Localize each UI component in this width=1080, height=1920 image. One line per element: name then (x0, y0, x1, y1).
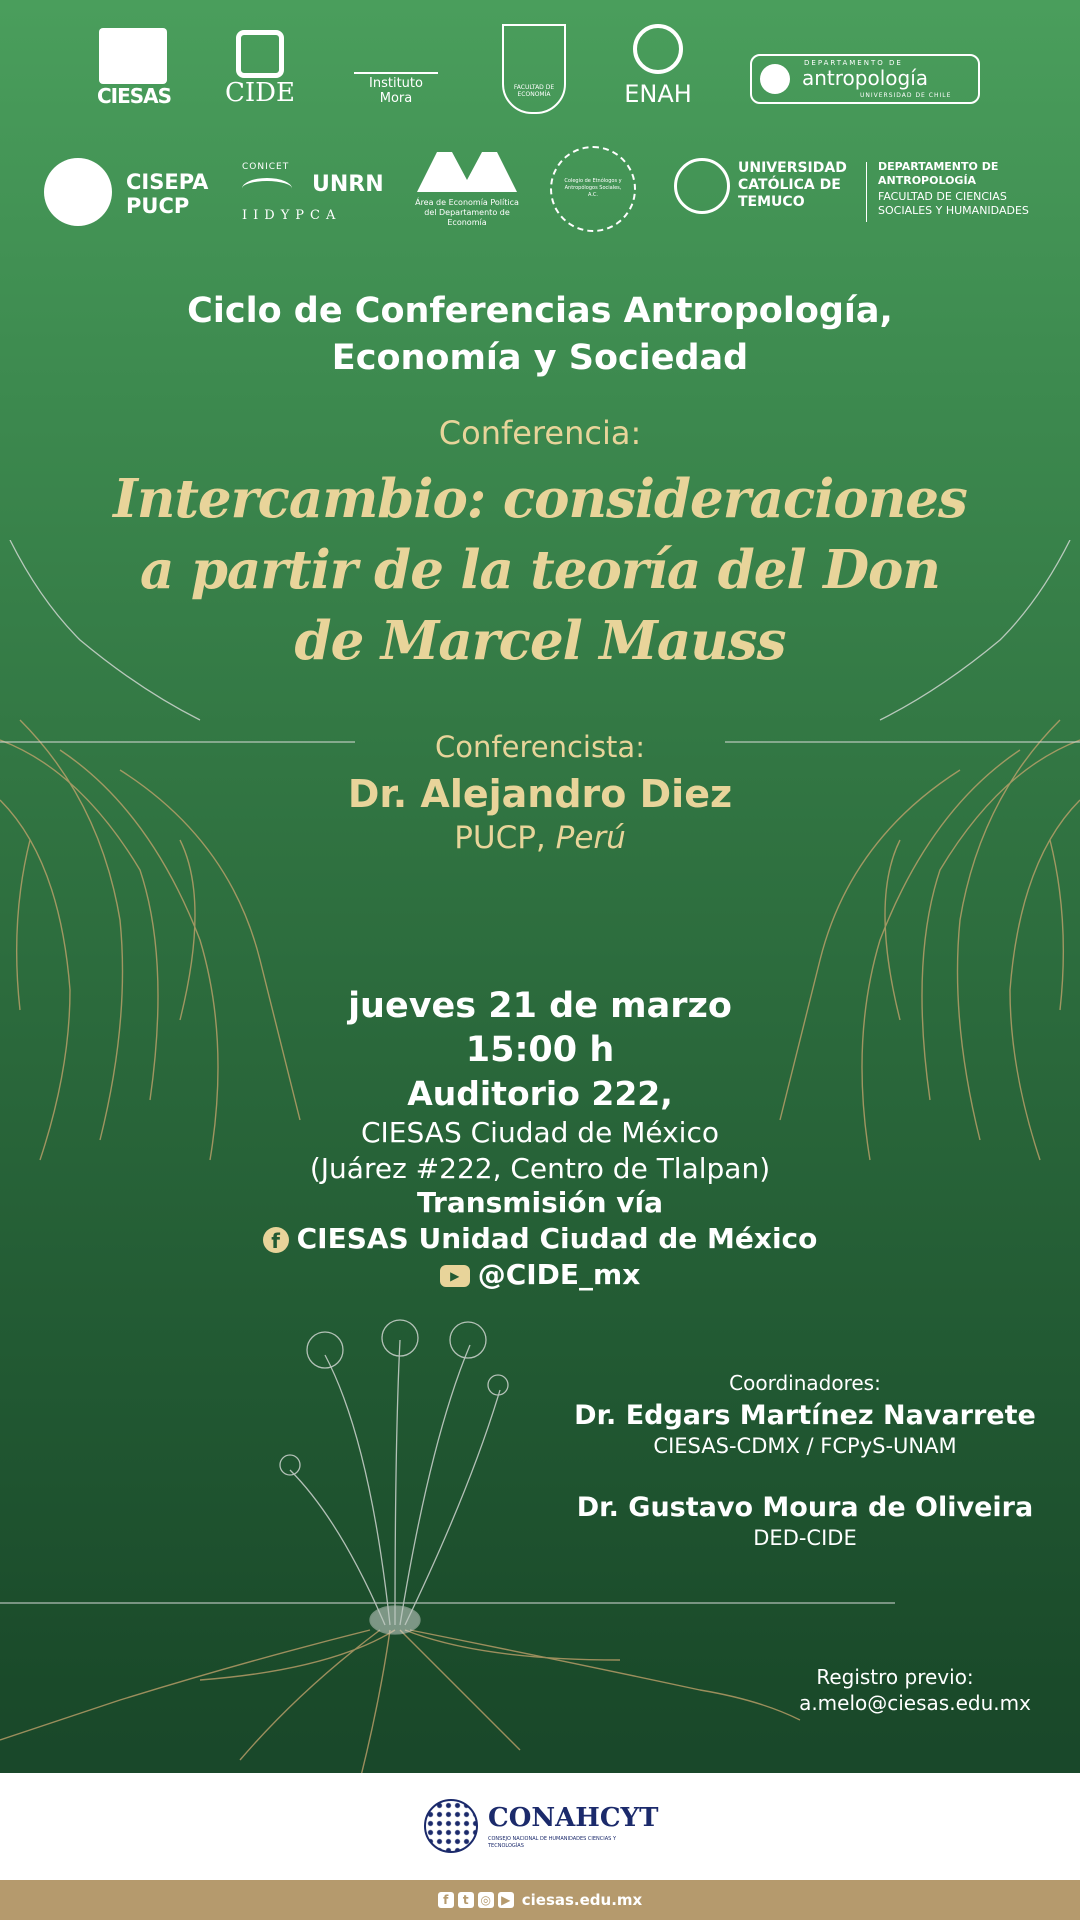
speaker-label: Conferencista: (435, 730, 645, 764)
venue-address: (Juárez #222, Centro de Tlalpan) (309, 1152, 771, 1185)
instagram-icon[interactable]: ◎ (478, 1892, 494, 1908)
coordinator-2-name: Dr. Gustavo Moura de Oliveira (576, 1492, 1034, 1523)
event-venue: Auditorio 222, (407, 1074, 673, 1113)
uam-logo: Área de Economía Política del Departamento de Economía (412, 152, 522, 228)
coordinators-label: Coordinadores: (729, 1371, 881, 1395)
social-footer-bar (0, 1880, 1080, 1920)
talk-title: Intercambio: consideraciones a partir de la teoría del Don de Marcel Mauss (113, 468, 967, 672)
cide-logo: CIDE (225, 30, 295, 108)
colegio-etnologos-logo: Colegio de Etnólogos y Antropólogos Sociales, A.C. (550, 146, 636, 232)
speaker-affiliation: PUCP, Perú (454, 820, 626, 856)
uc-temuco-logo: UNIVERSIDAD CATÓLICA DE TEMUCO DEPARTAMENTO DE ANTROPOLOGÍA FACULTAD DE CIENCIAS SOCIALES Y HUMANIDADES (674, 156, 1034, 228)
antropologia-uchile-logo: DEPARTAMENTO DE antropología UNIVERSIDAD DE CHILE (750, 54, 980, 104)
registration-label: Registro previo: (816, 1665, 974, 1689)
conicet-unrn-logo: CONICET UNRN IIDYPCA (242, 162, 384, 223)
instituto-mora-logo: Instituto Mora (348, 28, 444, 106)
youtube-icon[interactable]: ▶ (498, 1892, 514, 1908)
venue-place: CIESAS Ciudad de México (361, 1116, 719, 1149)
coordinator-1-name: Dr. Edgars Martínez Navarrete (574, 1400, 1036, 1431)
event-time: 15:00 h (465, 1030, 615, 1070)
enah-logo: ENAH (620, 24, 696, 108)
stream-label: Transmisión vía (416, 1186, 664, 1219)
event-date: jueves 21 de marzo (348, 986, 732, 1026)
conahcyt-logo-icon (424, 1799, 478, 1853)
youtube-icon: ▶ (440, 1265, 470, 1287)
website-link[interactable]: ciesas.edu.mx (521, 1890, 643, 1909)
speaker-name: Dr. Alejandro Diez (347, 772, 733, 816)
conahcyt-name: CONAHCYT (488, 1803, 659, 1833)
facebook-icon: f (263, 1227, 289, 1253)
cisepa-pucp-logo: CISEPA PUCP (44, 158, 214, 228)
stream-youtube: ▶ @CIDE_mx (0, 1258, 1080, 1291)
ciesas-logo: CIESAS (97, 28, 169, 114)
stream-facebook: f CIESAS Unidad Ciudad de México (0, 1222, 1080, 1255)
cycle-title: Ciclo de Conferencias Antropología, Economía y Sociedad (187, 291, 893, 378)
facultad-economia-logo: FACULTAD DE ECONOMÍA (502, 24, 566, 114)
registration-email[interactable]: a.melo@ciesas.edu.mx (799, 1691, 1031, 1715)
coordinator-2-institution: DED-CIDE (753, 1526, 857, 1550)
facebook-icon[interactable]: f (438, 1892, 454, 1908)
coordinator-1-institution: CIESAS-CDMX / FCPyS-UNAM (653, 1434, 957, 1458)
conahcyt-subtitle: CONSEJO NACIONAL DE HUMANIDADES CIENCIAS Y TECNOLOGÍAS (488, 1836, 617, 1849)
conference-label: Conferencia: (438, 414, 642, 452)
twitter-icon[interactable]: t (458, 1892, 474, 1908)
sponsor-footer (0, 1773, 1080, 1880)
